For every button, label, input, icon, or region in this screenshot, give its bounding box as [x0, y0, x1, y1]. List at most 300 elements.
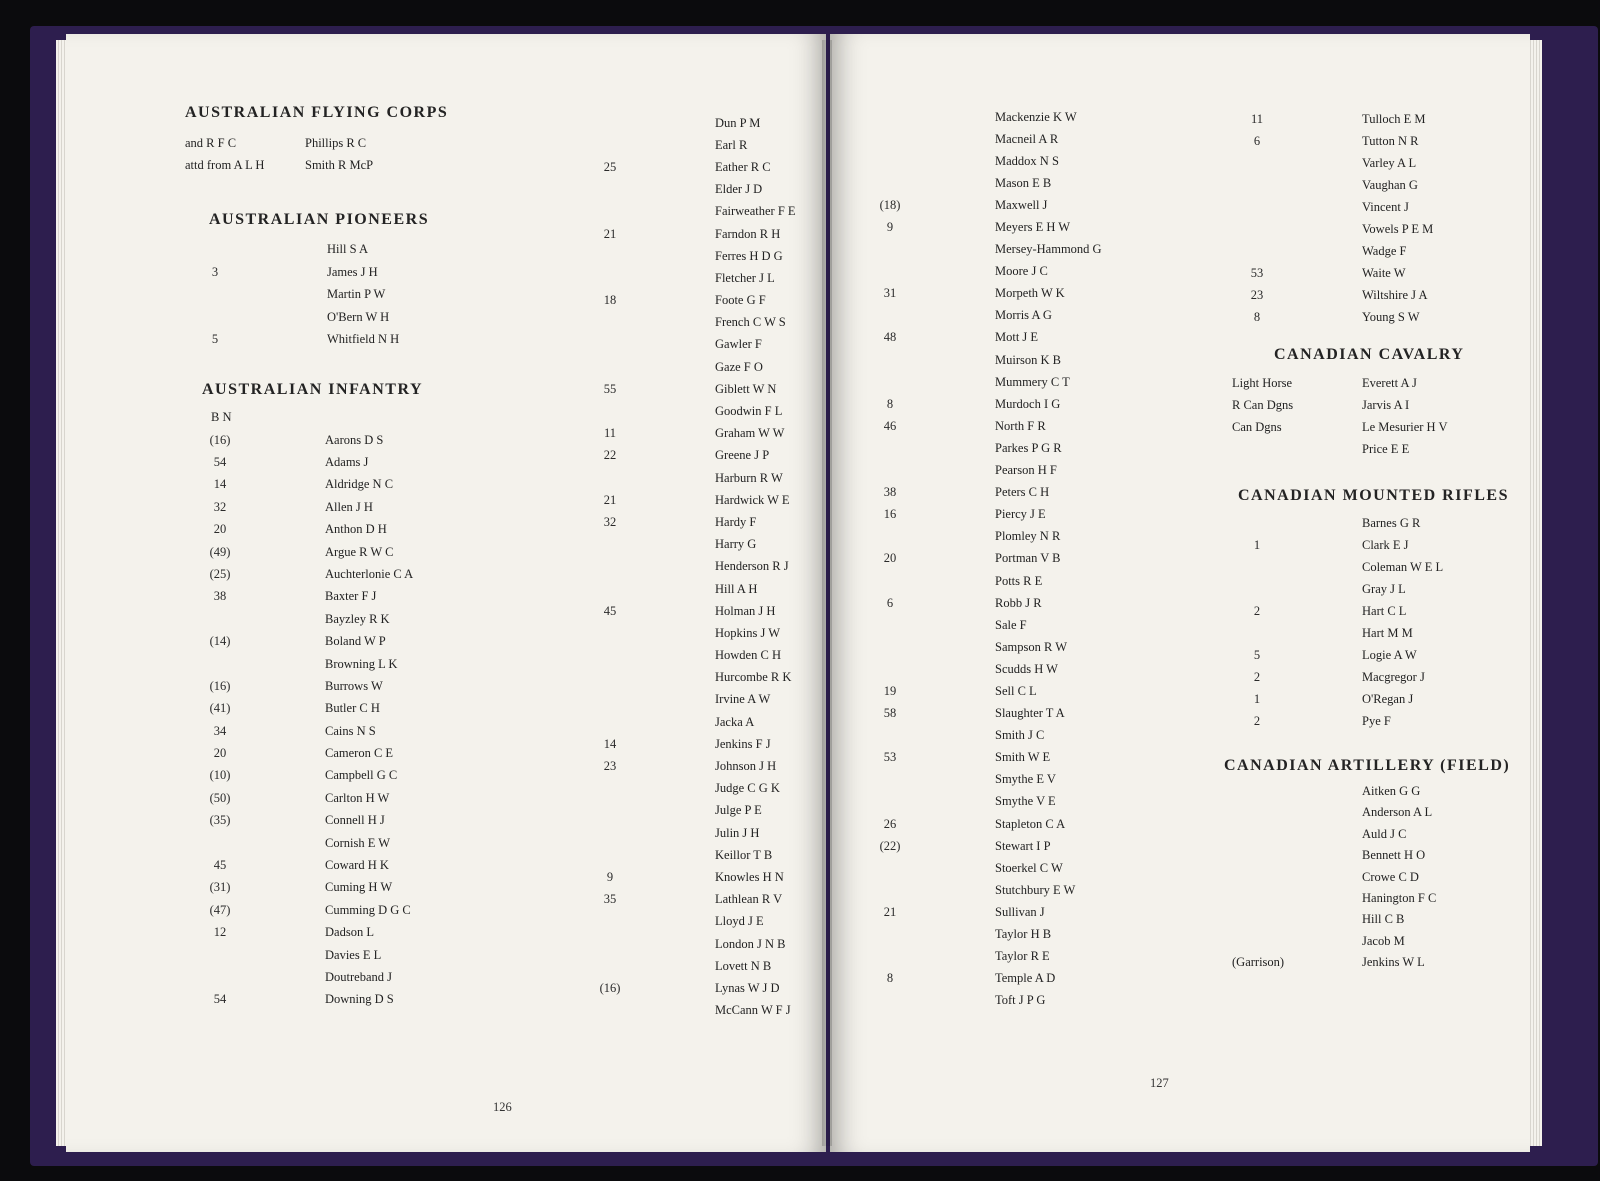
section-heading-canadian-artillery-field: CANADIAN ARTILLERY (FIELD): [1224, 756, 1511, 774]
list-item: [870, 592, 1102, 614]
list-item: [590, 755, 796, 777]
list-item: [1232, 601, 1510, 623]
person-name: Robb J R: [995, 595, 1042, 610]
person-name: Earl R: [715, 137, 748, 152]
person-name: Murdoch I G: [995, 396, 1061, 411]
list-item: [590, 489, 796, 511]
battalion-number: 46: [883, 418, 897, 433]
battalion-number: 14: [603, 736, 617, 751]
person-name: McCann W F J: [715, 1003, 791, 1018]
person-name: Vowels P E M: [1362, 221, 1434, 236]
person-name: Meyers E H W: [995, 220, 1071, 235]
person-name: Mersey-Hammond G: [995, 242, 1102, 257]
list-item: [590, 977, 796, 999]
list-item: [870, 261, 1102, 283]
list-item: [870, 349, 1102, 371]
list-item: [185, 765, 448, 787]
list-item: [590, 645, 796, 667]
person-name: Martin P W: [327, 287, 386, 302]
section-heading-australian-infantry: AUSTRALIAN INFANTRY: [202, 380, 423, 398]
book-gutter: [822, 40, 832, 1146]
person-name: Slaughter T A: [995, 706, 1065, 721]
list-item: [590, 267, 796, 289]
person-name: O'Bern W H: [327, 309, 390, 324]
battalion-number: 11: [1250, 111, 1264, 126]
list-item: [1232, 579, 1510, 601]
list-item: [590, 134, 796, 156]
list-item: [870, 283, 1102, 305]
list-item: [590, 955, 796, 977]
person-name: Harry G: [715, 537, 757, 552]
person-name: Wadge F: [1362, 243, 1407, 258]
person-name: Davies E L: [325, 947, 382, 962]
person-name: Hurcombe R K: [715, 670, 792, 685]
person-name: Scudds H W: [995, 661, 1058, 676]
list-item: [1232, 781, 1510, 802]
list-item: [1232, 130, 1510, 152]
person-name: Young S W: [1362, 309, 1420, 324]
list-item: [1232, 866, 1510, 887]
person-name: Baxter F J: [325, 589, 377, 604]
battalion-number: 5: [211, 332, 219, 347]
person-name: Smythe E V: [995, 772, 1056, 787]
person-name: Auld J C: [1362, 826, 1407, 841]
list-item: [590, 667, 796, 689]
list-item: [185, 832, 448, 854]
bn-column-label: B N: [211, 410, 232, 425]
list-item: [590, 534, 796, 556]
list-item: [590, 245, 796, 267]
list-item: [590, 800, 796, 822]
canadian-artillery-list: [1232, 781, 1510, 974]
list-item: [1232, 394, 1510, 416]
list-item: [185, 810, 448, 832]
person-name: Waite W: [1362, 265, 1406, 280]
person-name: Stapleton C A: [995, 816, 1066, 831]
person-name: Ferres H D G: [715, 248, 783, 263]
battalion-number: 3: [211, 264, 219, 279]
list-item: [870, 791, 1102, 813]
person-name: Connell H J: [325, 813, 385, 828]
list-item: [870, 835, 1102, 857]
list-item: [870, 747, 1102, 769]
battalion-number: 20: [213, 746, 227, 761]
battalion-number: (22): [879, 838, 901, 853]
person-name: Boland W P: [325, 634, 386, 649]
list-item: [1232, 372, 1510, 394]
page-number-left: 126: [493, 1100, 512, 1114]
person-name: Jacob M: [1362, 933, 1405, 948]
battalion-number: 14: [213, 477, 227, 492]
battalion-number: (18): [879, 197, 901, 212]
person-name: North F R: [995, 418, 1046, 433]
list-item: [185, 518, 448, 540]
page-number-right: 127: [1150, 1076, 1169, 1090]
battalion-number: 26: [883, 816, 897, 831]
battalion-number: 48: [883, 330, 897, 345]
list-item: [185, 284, 448, 306]
battalion-number: 2: [1253, 604, 1261, 619]
list-item: [1232, 174, 1510, 196]
person-name: Bennett H O: [1362, 848, 1426, 863]
person-name: Keillor T B: [715, 847, 773, 862]
person-name: Hardy F: [715, 514, 757, 529]
person-name: Phillips R C: [305, 135, 367, 150]
battalion-number: (50): [209, 790, 231, 805]
unit-label: Light Horse: [1232, 375, 1293, 390]
list-item: [185, 306, 448, 328]
person-name: Plomley N R: [995, 529, 1061, 544]
list-item: [870, 703, 1102, 725]
list-item: [185, 496, 448, 518]
person-name: Smythe V E: [995, 794, 1056, 809]
person-name: Mackenzie K W: [995, 109, 1077, 124]
person-name: Jarvis A I: [1362, 397, 1410, 412]
list-item: [870, 106, 1102, 128]
list-item: [185, 787, 448, 809]
person-name: Anthon D H: [325, 522, 387, 537]
person-name: Bayzley R K: [325, 611, 390, 626]
person-name: Giblett W N: [715, 381, 777, 396]
list-item: [1232, 689, 1510, 711]
person-name: Smith W E: [995, 750, 1051, 765]
person-name: Sale F: [995, 617, 1027, 632]
list-item: [185, 541, 448, 563]
battalion-number: (31): [209, 880, 231, 895]
person-name: James J H: [327, 264, 378, 279]
list-item: [590, 578, 796, 600]
section-heading-canadian-mounted-rifles: CANADIAN MOUNTED RIFLES: [1238, 486, 1509, 504]
person-name: Coleman W E L: [1362, 560, 1444, 575]
person-name: Farndon R H: [715, 226, 781, 241]
person-name: Eather R C: [715, 159, 771, 174]
person-name: Parkes P G R: [995, 440, 1062, 455]
list-item: [870, 128, 1102, 150]
list-item: [870, 946, 1102, 968]
list-item: [185, 154, 448, 176]
list-item: [185, 328, 448, 350]
list-item: [590, 933, 796, 955]
person-name: Pearson H F: [995, 463, 1057, 478]
battalion-number: 38: [883, 485, 897, 500]
battalion-number: (16): [209, 678, 231, 693]
person-name: Downing D S: [325, 992, 394, 1007]
list-item: [1232, 439, 1510, 461]
list-item: [590, 290, 796, 312]
list-item: [1232, 645, 1510, 667]
unit-label: Can Dgns: [1232, 419, 1282, 434]
list-item: [870, 570, 1102, 592]
list-item: [1232, 284, 1510, 306]
person-name: Morris A G: [995, 308, 1052, 323]
list-item: [1232, 557, 1510, 579]
list-item: [590, 378, 796, 400]
list-item: [590, 1000, 796, 1022]
battalion-number: 6: [1253, 133, 1261, 148]
list-item: [870, 482, 1102, 504]
list-item: [185, 608, 448, 630]
list-item: [870, 923, 1102, 945]
battalion-number: 23: [603, 759, 617, 774]
list-item: [185, 261, 448, 283]
battalion-number: 5: [1253, 648, 1261, 663]
australian-infantry-list-end: [1232, 108, 1510, 328]
list-item: [185, 742, 448, 764]
battalion-number: 9: [886, 220, 894, 235]
person-name: Hart M M: [1362, 626, 1413, 641]
battalion-number: 18: [603, 293, 617, 308]
list-item: [185, 854, 448, 876]
list-item: [1232, 262, 1510, 284]
person-name: Temple A D: [995, 971, 1056, 986]
person-name: Maxwell J: [995, 197, 1048, 212]
battalion-number: 45: [603, 603, 617, 618]
person-name: Taylor R E: [995, 949, 1050, 964]
list-item: [870, 879, 1102, 901]
person-name: Dadson L: [325, 925, 374, 940]
list-item: [590, 179, 796, 201]
list-item: [1232, 218, 1510, 240]
battalion-number: (49): [209, 544, 231, 559]
list-item: [185, 563, 448, 585]
battalion-number: 32: [603, 514, 617, 529]
person-name: Fletcher J L: [715, 270, 775, 285]
battalion-number: 11: [603, 426, 617, 441]
list-item: [185, 474, 448, 496]
list-item: [1232, 513, 1510, 535]
battalion-number: 1: [1253, 692, 1261, 707]
list-item: [590, 822, 796, 844]
battalion-number: 54: [213, 455, 227, 469]
list-item: [185, 675, 448, 697]
unit-label: (Garrison): [1232, 955, 1285, 970]
list-item: [185, 586, 448, 608]
list-item: [870, 239, 1102, 261]
list-item: [590, 689, 796, 711]
battalion-number: 32: [213, 499, 227, 514]
person-name: Sullivan J: [995, 904, 1045, 919]
list-item: [870, 172, 1102, 194]
person-name: Hart C L: [1362, 604, 1407, 619]
person-name: Hopkins J W: [715, 625, 781, 640]
person-name: Hill C B: [1362, 912, 1405, 927]
person-name: Julin J H: [715, 825, 760, 840]
list-item: [1232, 196, 1510, 218]
list-item: [185, 132, 448, 154]
person-name: Toft J P G: [995, 993, 1046, 1008]
person-name: Julge P E: [715, 803, 762, 818]
battalion-number: 34: [213, 723, 227, 738]
list-item: [870, 901, 1102, 923]
battalion-number: 35: [603, 892, 617, 907]
list-item: [185, 451, 448, 473]
person-name: Auchterlonie C A: [325, 566, 414, 581]
person-name: Browning L K: [325, 656, 398, 671]
battalion-number: 58: [883, 706, 897, 721]
list-item: [1232, 306, 1510, 328]
person-name: Howden C H: [715, 648, 781, 663]
list-item: [870, 150, 1102, 172]
list-item: [590, 445, 796, 467]
person-name: Macneil A R: [995, 131, 1059, 146]
list-item: [870, 305, 1102, 327]
person-name: Aldridge N C: [325, 477, 394, 492]
person-name: Lynas W J D: [715, 980, 780, 995]
list-item: [1232, 711, 1510, 733]
list-item: [1232, 108, 1510, 130]
list-item: [1232, 623, 1510, 645]
list-item: [870, 460, 1102, 482]
battalion-number: 8: [886, 396, 894, 411]
person-name: Smith R McP: [305, 158, 374, 173]
list-item: [870, 725, 1102, 747]
australian-infantry-list-right: [870, 106, 1102, 1012]
person-name: Harburn R W: [715, 470, 783, 485]
battalion-number: 21: [603, 226, 617, 241]
battalion-number: (35): [209, 813, 231, 828]
left-column-1: [185, 104, 448, 1011]
person-name: Everett A J: [1362, 375, 1417, 390]
person-name: Argue R W C: [325, 544, 394, 559]
list-item: [870, 371, 1102, 393]
unit-label: R Can Dgns: [1232, 397, 1294, 412]
list-item: [870, 415, 1102, 437]
list-item: [870, 857, 1102, 879]
list-item: [1232, 416, 1510, 438]
person-name: Cuming H W: [325, 880, 393, 895]
person-name: Hill A H: [715, 581, 758, 596]
list-item: [590, 911, 796, 933]
person-name: Hanington F C: [1362, 890, 1437, 905]
list-item: [870, 194, 1102, 216]
person-name: Tutton N R: [1362, 133, 1419, 148]
person-name: Lloyd J E: [715, 914, 764, 929]
person-name: Mummery C T: [995, 374, 1070, 389]
person-name: Crowe C D: [1362, 869, 1419, 884]
list-item: [1232, 824, 1510, 845]
battalion-number: 8: [886, 971, 894, 986]
battalion-number: 2: [1253, 670, 1261, 685]
list-item: [870, 327, 1102, 349]
list-item: [1232, 888, 1510, 909]
list-item: [1232, 240, 1510, 262]
list-item: [590, 778, 796, 800]
battalion-number: 22: [603, 448, 617, 463]
list-item: [870, 636, 1102, 658]
person-name: Stewart I P: [995, 838, 1051, 853]
person-name: Fairweather F E: [715, 204, 796, 219]
person-name: Wiltshire J A: [1362, 287, 1428, 302]
person-name: O'Regan J: [1362, 692, 1414, 707]
person-name: Le Mesurier H V: [1362, 419, 1448, 434]
person-name: Allen J H: [325, 499, 373, 514]
person-name: Logie A W: [1362, 648, 1417, 663]
person-name: Macgregor J: [1362, 670, 1425, 685]
list-item: [590, 201, 796, 223]
person-name: Mott J E: [995, 330, 1039, 345]
list-item: [185, 877, 448, 899]
person-name: Elder J D: [715, 182, 763, 197]
battalion-number: 16: [883, 507, 897, 522]
person-name: Hardwick W E: [715, 492, 790, 507]
list-item: [185, 989, 448, 1011]
list-item: [185, 653, 448, 675]
battalion-number: (16): [599, 980, 621, 995]
person-name: Lathlean R V: [715, 892, 783, 907]
list-item: [870, 437, 1102, 459]
person-name: Jenkins F J: [715, 736, 771, 751]
battalion-number: 23: [1250, 287, 1264, 302]
list-item: [870, 548, 1102, 570]
right-column-1: [870, 106, 1102, 1012]
list-item: [870, 769, 1102, 791]
person-name: Muirson K B: [995, 352, 1061, 367]
person-name: Stutchbury E W: [995, 882, 1076, 897]
person-name: Barnes G R: [1362, 516, 1421, 531]
battalion-number: 20: [883, 551, 897, 566]
person-name: Jacka A: [715, 714, 755, 729]
person-name: Carlton H W: [325, 790, 390, 805]
list-item: [590, 400, 796, 422]
battalion-number: 53: [883, 750, 897, 765]
list-item: [185, 698, 448, 720]
list-item: [185, 630, 448, 652]
person-name: Greene J P: [715, 448, 770, 463]
list-item: [590, 600, 796, 622]
person-name: Burrows W: [325, 678, 383, 693]
person-name: Cains N S: [325, 723, 376, 738]
battalion-number: (25): [209, 566, 231, 581]
canadian-mounted-rifles-list: [1232, 513, 1510, 733]
list-item: [870, 968, 1102, 990]
person-name: Foote G F: [715, 293, 766, 308]
person-name: Holman J H: [715, 603, 776, 618]
person-name: Hill S A: [327, 242, 368, 257]
battalion-number: 25: [603, 159, 617, 174]
list-item: [870, 680, 1102, 702]
section-heading-australian-pioneers: AUSTRALIAN PIONEERS: [209, 210, 430, 228]
person-name: Gaze F O: [715, 359, 763, 374]
list-item: [590, 312, 796, 334]
list-item: [185, 429, 448, 451]
person-name: Cornish E W: [325, 835, 391, 850]
person-name: Maddox N S: [995, 153, 1059, 168]
person-name: Piercy J E: [995, 507, 1046, 522]
person-name: Mason E B: [995, 175, 1052, 190]
person-name: Stoerkel C W: [995, 860, 1063, 875]
unit-label: attd from A L H: [185, 158, 265, 173]
battalion-number: 9: [606, 869, 614, 884]
list-item: [590, 423, 796, 445]
battalion-number: 1: [1253, 538, 1261, 553]
battalion-number: (16): [209, 432, 231, 447]
person-name: Aarons D S: [325, 432, 384, 447]
person-name: Coward H K: [325, 858, 389, 873]
person-name: Tulloch E M: [1362, 111, 1426, 126]
list-item: [590, 467, 796, 489]
person-name: Portman V B: [995, 551, 1061, 566]
person-name: Moore J C: [995, 264, 1048, 279]
person-name: Anderson A L: [1362, 805, 1433, 820]
person-name: Aitken G G: [1362, 783, 1421, 798]
battalion-number: 21: [603, 492, 617, 507]
battalion-number: 54: [213, 992, 227, 1007]
left-column-2: [590, 112, 796, 1022]
list-item: [590, 156, 796, 178]
person-name: Whitfield N H: [327, 332, 400, 347]
battalion-number: 38: [213, 589, 227, 604]
battalion-number: (14): [209, 634, 231, 649]
